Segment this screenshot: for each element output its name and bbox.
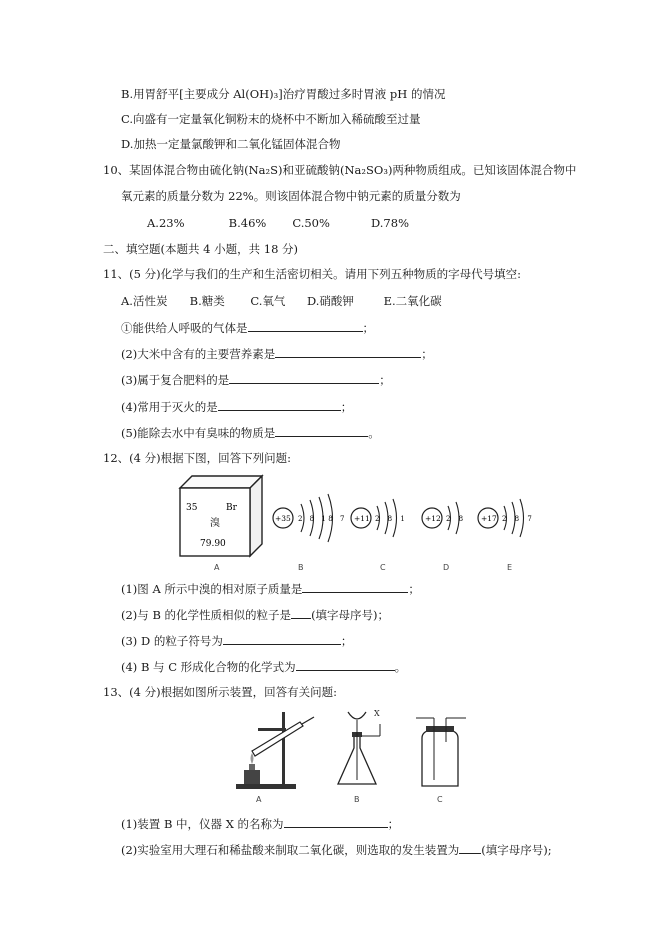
q11-item-1-end: ；: [362, 321, 374, 335]
q9-option-b: B.用胃舒平[主要成分 Al(OH)₃]治疗胃酸过多时胃液 pH 的情况: [121, 87, 446, 101]
q10-options: [147, 216, 409, 231]
q9-option-d: D.加热一定量氯酸钾和二氧化锰固体混合物: [121, 137, 341, 151]
atom-diagram-c: [351, 499, 408, 537]
atom-b-nucleus: +35: [275, 514, 291, 523]
q12-item-2-end: (填字母序号)；: [311, 608, 390, 622]
q11-item-2-text: (2)大米中含有的主要营养素是: [121, 347, 276, 361]
atom-d-nucleus: +12: [425, 514, 441, 523]
apparatus-a-heating-setup: [236, 712, 314, 804]
q11-item-2: [121, 346, 433, 362]
q11-option-d: D.硝酸钾: [306, 294, 354, 308]
q12-label-a: A: [214, 563, 220, 572]
q13-label-a: A: [256, 795, 262, 804]
atom-e-nucleus: +17: [481, 514, 497, 523]
q12-item-4-text: (4) B 与 C 形成化合物的化学式为: [121, 660, 296, 674]
q12-label-b: B: [298, 563, 304, 572]
apparatus-b-flask: [338, 709, 380, 804]
q11-item-5-text: (5)能除去水中有臭味的物质是: [121, 426, 276, 440]
q12-item-2: [121, 607, 389, 623]
apparatus-c-gas-bottle: [416, 718, 466, 804]
element-mass: 79.90: [200, 539, 226, 549]
q12-stem: 12、(4 分)根据下图，回答下列问题:: [103, 451, 291, 465]
q11-option-a: A.活性炭: [121, 294, 168, 308]
q11-item-1: [121, 320, 374, 336]
q13-item-1-end: ；: [387, 817, 400, 831]
q13-label-c: C: [437, 795, 443, 804]
q11-option-e: E.二氧化碳: [383, 294, 442, 308]
q11-item-4-blank[interactable]: [218, 399, 341, 411]
q11-item-2-end: ；: [421, 347, 433, 361]
q12-label-e: E: [507, 563, 513, 572]
q12-item-3-text: (3) D 的粒子符号为: [121, 634, 223, 648]
q13-figure: [230, 706, 480, 806]
q13-item-2-end: (填字母序号);: [481, 843, 552, 857]
q13-x-mark: X: [374, 709, 380, 718]
q13-label-b: B: [354, 795, 360, 804]
q12-item-3: [121, 633, 352, 649]
element-symbol: Br: [226, 503, 237, 513]
q11-item-4-text: (4)常用于灭火的是: [121, 400, 218, 414]
atom-d-shells: 2 8: [446, 515, 467, 523]
q11-item-1-blank[interactable]: [248, 320, 363, 332]
atom-diagram-b: [273, 494, 347, 542]
q11-item-5: [121, 425, 380, 441]
q11-item-4-end: ；: [340, 400, 353, 414]
q9-option-c: C.向盛有一定量氧化铜粉末的烧杯中不断加入稀硫酸至过量: [121, 112, 421, 126]
q11-item-5-end: 。: [368, 426, 380, 440]
q11-item-3-blank[interactable]: [229, 372, 379, 384]
q11-item-3-end: ；: [379, 373, 391, 387]
q10-option-b: B.46%: [228, 216, 267, 230]
q13-item-2-blank[interactable]: [459, 842, 481, 854]
atom-c-nucleus: +11: [354, 514, 370, 523]
q12-figure: [170, 470, 535, 576]
q12-item-1-text: (1)图 A 所示中溴的相对原子质量是: [121, 582, 303, 596]
q11-item-5-blank[interactable]: [275, 425, 368, 437]
q11-item-4: [121, 399, 352, 415]
atom-diagram-e: [478, 499, 535, 537]
bromine-element-box: [180, 476, 262, 556]
q11-item-1-text: ①能供给人呼吸的气体是: [121, 321, 248, 335]
q13-item-2: [121, 842, 552, 858]
q12-item-4-end: 。: [394, 660, 407, 674]
q12-item-3-end: ；: [340, 634, 353, 648]
q11-option-c: C.氧气: [250, 294, 286, 308]
element-atomic-number: 35: [186, 503, 198, 513]
q11-stem: 11、(5 分)化学与我们的生产和生活密切相关。请用下列五种物质的字母代号填空:: [103, 267, 521, 281]
q12-item-4-blank[interactable]: [296, 659, 395, 671]
q10-stem-line1: 10、某固体混合物由硫化钠(Na₂S)和亚硫酸钠(Na₂SO₃)两种物质组成。已知该固体混合物中: [103, 163, 577, 177]
q10-stem-line2: 氧元素的质量分数为 22%。则该固体混合物中钠元素的质量分数为: [121, 189, 461, 203]
element-name: 溴: [210, 518, 220, 529]
section2-title: 二、填空题(本题共 4 小题，共 18 分): [103, 242, 299, 256]
atom-b-shells: 2 8 18 7: [298, 515, 347, 523]
q10-option-c: C.50%: [292, 216, 330, 230]
q13-item-1-text: (1)装置 B 中，仪器 X 的名称为: [121, 817, 284, 831]
q12-item-1-end: ；: [408, 582, 420, 596]
q11-item-3: [121, 372, 391, 388]
q13-item-1-blank[interactable]: [284, 816, 388, 828]
q12-item-3-blank[interactable]: [223, 633, 341, 645]
q12-item-4: [121, 659, 406, 675]
q13-item-2-text: (2)实验室用大理石和稀盐酸来制取二氧化碳，则选取的发生装置为: [121, 843, 460, 857]
q12-item-1-blank[interactable]: [302, 581, 408, 593]
atom-e-shells: 2 8 7: [502, 515, 535, 523]
q13-item-1: [121, 816, 399, 832]
atom-c-shells: 2 8 1: [375, 515, 408, 523]
q12-item-1: [121, 581, 420, 597]
q12-label-d: D: [443, 563, 450, 572]
q12-item-2-text: (2)与 B 的化学性质相似的粒子是: [121, 608, 292, 622]
q11-item-2-blank[interactable]: [275, 346, 421, 358]
q12-item-2-blank[interactable]: [291, 607, 311, 619]
atom-diagram-d: [422, 502, 466, 534]
q11-options: [121, 294, 442, 309]
q10-option-d: D.78%: [370, 216, 409, 230]
q11-item-3-text: (3)属于复合肥料的是: [121, 373, 230, 387]
q11-option-b: B.糖类: [189, 294, 225, 308]
q12-label-c: C: [380, 563, 386, 572]
q13-stem: 13、(4 分)根据如图所示装置，回答有关问题:: [103, 685, 337, 699]
q10-option-a: A.23%: [147, 216, 185, 230]
